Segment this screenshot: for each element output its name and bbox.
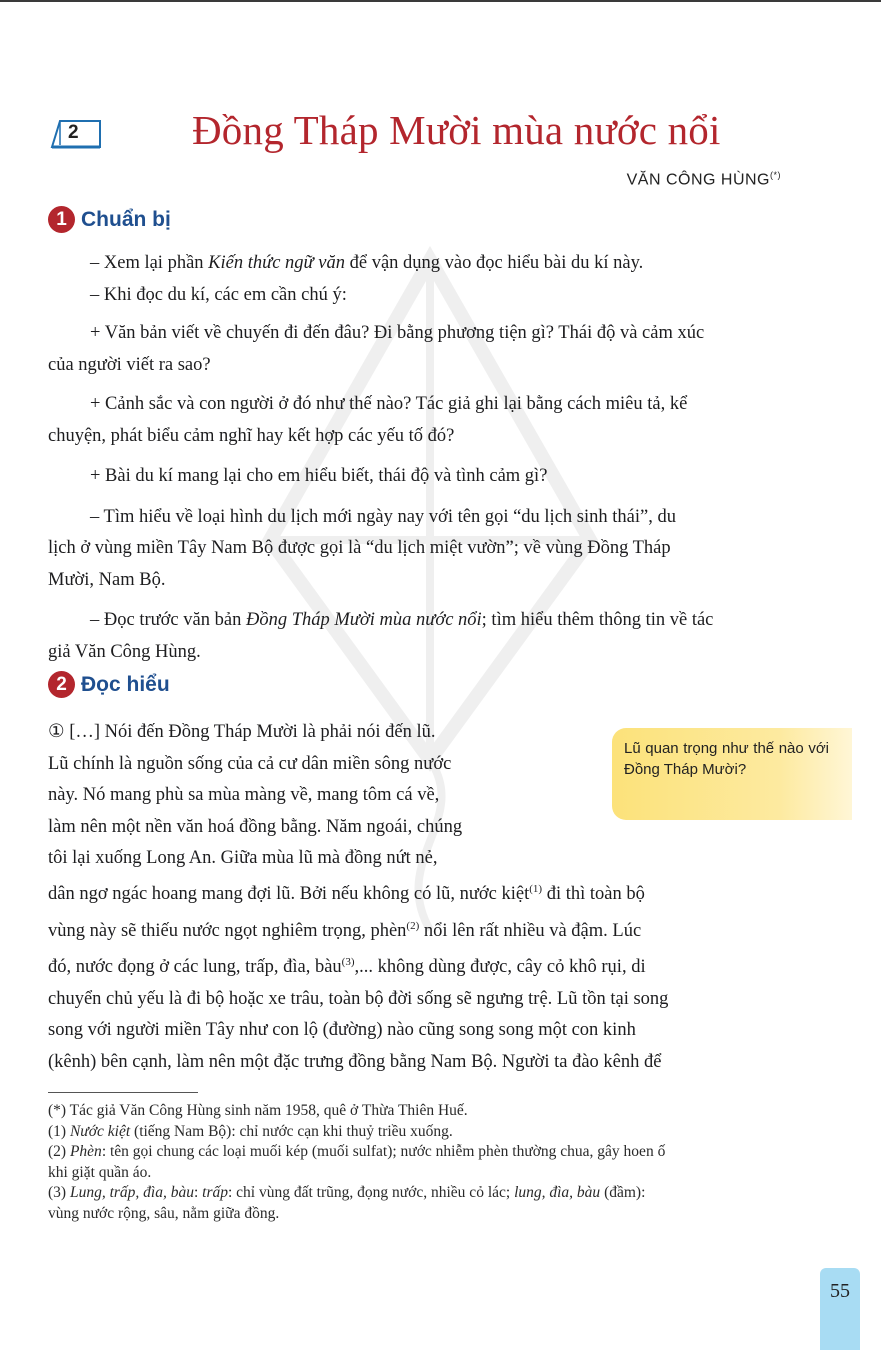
text-line: Mười, Nam Bộ. (48, 569, 166, 590)
footnote-ref: (3) (341, 956, 355, 969)
text-line: + Bài du kí mang lại cho em hiểu biết, thái độ và tình cảm gì? (90, 466, 548, 486)
text-run: vùng nước rộng, sâu, nằm giữa đồng. (48, 1204, 280, 1222)
footnote: (*) Tác giả Văn Công Hùng sinh năm 1958, quê ở Thừa Thiên Huế. (48, 1102, 468, 1119)
text-run: (tiếng Nam Bộ): chỉ nước cạn khi thuỷ triều xuống. (130, 1122, 453, 1140)
section-number-badge: 2 (48, 671, 75, 698)
top-rule (0, 0, 881, 2)
author-name (627, 170, 781, 189)
text-line: Lũ chính là nguồn sống của cả cư dân miền sông nước (48, 753, 452, 774)
text-line (48, 248, 823, 280)
text-line: chuyện, phát biểu cảm nghĩ hay kết hợp các yếu tố đó? (48, 425, 455, 446)
text-line: này. Nó mang phù sa mùa màng về, mang tôm cá về, (48, 785, 440, 805)
text-line: ① […] Nói đến Đồng Tháp Mười là phải nói đến lũ. (48, 722, 436, 742)
text-run: : chỉ vùng đất trũng, đọng nước, nhiều cỏ lác; (228, 1184, 515, 1201)
text-run: – Xem lại phần (90, 253, 209, 273)
lesson-title: Đồng Tháp Mười mùa nước nổi (192, 107, 721, 153)
reading-text-wide (48, 874, 823, 1078)
text-line: – Tìm hiểu về loại hình du lịch mới ngày nay với tên gọi “du lịch sinh thái”, du (90, 506, 676, 527)
italic-title: Đồng Tháp Mười mùa nước nổi (245, 610, 482, 630)
callout-question-text: Lũ quan trọng như thế nào với Đồng Tháp Mười? (624, 740, 829, 778)
text-run: vùng này sẽ thiếu nước ngọt nghiêm trọng, phèn (48, 920, 407, 941)
text-line (48, 874, 823, 911)
text-run: để vận dụng vào đọc hiểu bài du kí này. (344, 253, 644, 273)
text-run: – Đọc trước văn bản (90, 610, 246, 630)
text-line: lịch ở vùng miền Tây Nam Bộ được gọi là “du lịch miệt vườn”; về vùng Đồng Tháp (48, 538, 671, 558)
text-run: dân ngơ ngác hoang mang đợi lũ. Bởi nếu không có lũ, nước kiệt (48, 884, 530, 905)
italic-term: trấp (202, 1184, 228, 1201)
page-number-tab (820, 1268, 860, 1350)
text-line: + Cảnh sắc và con người ở đó như thế nào? Tác giả ghi lại bằng cách miêu tả, kể (90, 394, 688, 414)
italic-term: lung, đìa, bàu (514, 1184, 601, 1201)
text-run: : (193, 1184, 203, 1201)
reading-text-narrow (48, 717, 568, 875)
text-line: song với người miền Tây như con lộ (đường) nào cũng song song một con kinh (48, 1020, 636, 1041)
footnotes (48, 1101, 828, 1224)
text-line: + Văn bản viết về chuyến đi đến đâu? Đi bằng phương tiện gì? Thái độ và cảm xúc (90, 323, 705, 343)
text-line: tôi lại xuống Long An. Giữa mùa lũ mà đồng nứt nẻ, (48, 848, 438, 868)
footnote-ref: (1) (529, 883, 543, 895)
text-line: của người viết ra sao? (48, 354, 211, 375)
author-text: VĂN CÔNG HÙNG (626, 171, 770, 189)
text-run: : tên gọi chung các loại muối kép (muối sulfat); nước nhiễm phèn thường chua, gây hoen ố (101, 1143, 666, 1160)
footnote-divider (48, 1092, 198, 1093)
preparation-text (48, 248, 823, 668)
text-run: nổi lên rất nhiều và đậm. Lúc (419, 920, 642, 941)
text-line: – Khi đọc du kí, các em cần chú ý: (90, 284, 347, 305)
section-title: Chuẩn bị (81, 207, 171, 231)
text-run: đó, nước đọng ở các lung, trấp, đìa, bàu (48, 957, 342, 978)
text-line: làm nên một nền văn hoá đồng bằng. Năm ngoái, chúng (48, 816, 463, 837)
text-run: khi giặt quần áo. (48, 1163, 152, 1181)
footnote-ref: (2) (406, 919, 420, 932)
text-line (48, 605, 823, 637)
text-run: đi thì toàn bộ (542, 884, 645, 905)
author-footnote-mark: (*) (770, 170, 781, 180)
text-run: (1) (48, 1122, 70, 1140)
text-run: (đầm): (600, 1184, 646, 1201)
page-number: 55 (830, 1280, 850, 1302)
text-run: ; tìm hiểu thêm thông tin về tác (481, 610, 714, 630)
lesson-number-badge (50, 117, 102, 151)
italic-term: Lung, trấp, đìa, bàu (69, 1184, 194, 1201)
text-run: (2) (48, 1143, 70, 1160)
footnote (48, 1122, 828, 1143)
text-line (48, 947, 823, 984)
italic-term: Kiến thức ngữ văn (208, 253, 345, 273)
italic-term: Nước kiệt (69, 1122, 131, 1140)
lesson-number: 2 (68, 122, 79, 143)
section-heading-doc-hieu (48, 671, 170, 698)
text-line: giả Văn Công Hùng. (48, 641, 201, 662)
text-line: chuyển chủ yếu là đi bộ hoặc xe trâu, toàn bộ đời sống sẽ ngưng trệ. Lũ tồn tại song (48, 988, 669, 1009)
footnote (48, 1142, 828, 1183)
section-heading-chuan-bi (48, 206, 171, 233)
italic-term: Phèn (69, 1143, 102, 1160)
section-title: Đọc hiểu (81, 672, 170, 696)
text-run: (3) (48, 1184, 70, 1201)
section-number-badge: 1 (48, 206, 75, 233)
text-line: (kênh) bên cạnh, làm nên một đặc trưng đồng bằng Nam Bộ. Người ta đào kênh để (48, 1051, 662, 1072)
text-run: ,... không dùng được, cây cỏ khô rụi, di (354, 957, 646, 978)
text-line (48, 911, 823, 948)
question-callout (612, 728, 852, 820)
footnote (48, 1183, 828, 1224)
